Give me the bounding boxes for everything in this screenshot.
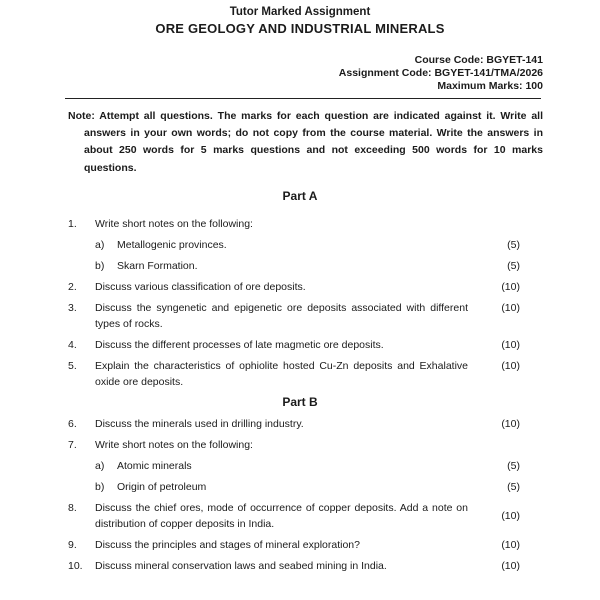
question-number: 1. [68, 217, 77, 230]
question-row [68, 300, 520, 332]
subquestion-letter: b) [95, 259, 105, 272]
question-marks: (10) [501, 359, 520, 372]
questions-area [68, 189, 520, 574]
question-row [68, 279, 520, 295]
header-divider [65, 98, 541, 99]
question-text: Discuss the different processes of late magmetic ore deposits. [95, 338, 384, 351]
instructions-note [68, 108, 543, 177]
subquestion-row [68, 479, 520, 495]
question-row [68, 558, 520, 574]
subquestion-letter: a) [95, 459, 105, 472]
question-row [68, 416, 520, 432]
note-label: Note: [68, 110, 95, 122]
question-marks: (10) [501, 559, 520, 572]
question-text: Discuss various classification of ore deposits. [95, 280, 306, 293]
question-number: 7. [68, 438, 77, 451]
assignment-code-line: Assignment Code: BGYET-141/TMA/2026 [338, 67, 543, 79]
question-text: Discuss the chief ores, mode of occurrence of copper deposits. Add a note on distribution of copper deposits in India. [95, 501, 468, 530]
question-marks: (10) [501, 301, 520, 314]
subquestion-row [68, 237, 520, 253]
subquestion-row [68, 258, 520, 274]
question-text: Discuss the principles and stages of mineral exploration? [95, 538, 360, 551]
question-marks: (10) [501, 280, 520, 293]
question-number: 6. [68, 417, 77, 430]
question-number: 9. [68, 538, 77, 551]
question-marks: (10) [501, 538, 520, 551]
note-text: Attempt all questions. The marks for each question are indicated against it. Write all answers in your own words; do not copy from the course material. Write the answers in about 250 words for 5 marks questions and not exceeding 500 words for 10 marks questions. [84, 110, 544, 174]
subquestion-marks: (5) [507, 259, 520, 272]
question-number: 4. [68, 338, 77, 351]
subquestion-marks: (5) [507, 238, 520, 251]
question-text: Explain the characteristics of ophiolite hosted Cu-Zn deposits and Exhalative oxide ore deposits. [95, 359, 468, 388]
question-number: 2. [68, 280, 77, 293]
question-marks: (10) [501, 509, 520, 522]
course-meta-block [0, 54, 543, 93]
subquestion-letter: a) [95, 238, 105, 251]
subquestion-marks: (5) [507, 459, 520, 472]
question-number: 3. [68, 301, 77, 314]
subquestion-text: Atomic minerals [117, 459, 192, 472]
maximum-marks-line: Maximum Marks: 100 [437, 80, 543, 92]
question-row [68, 216, 520, 232]
question-row [68, 537, 520, 553]
question-row [68, 437, 520, 453]
question-text: Discuss the minerals used in drilling industry. [95, 417, 304, 430]
question-number: 8. [68, 501, 77, 514]
question-row [68, 500, 520, 532]
question-text: Discuss the syngenetic and epigenetic ore deposits associated with different types of rocks. [95, 301, 468, 330]
question-row [68, 358, 520, 390]
question-row [68, 337, 520, 353]
subquestion-marks: (5) [507, 480, 520, 493]
assignment-type-heading: Tutor Marked Assignment [229, 6, 371, 18]
course-code-line: Course Code: BGYET-141 [414, 54, 543, 66]
question-text: Write short notes on the following: [95, 438, 253, 451]
subquestion-text: Metallogenic provinces. [117, 238, 227, 251]
question-text: Discuss mineral conservation laws and seabed mining in India. [95, 559, 387, 572]
course-title-heading: ORE GEOLOGY AND INDUSTRIAL MINERALS [155, 21, 445, 36]
question-marks: (10) [501, 338, 520, 351]
part-title: Part A [282, 188, 318, 203]
subquestion-letter: b) [95, 480, 105, 493]
question-number: 10. [68, 559, 83, 572]
question-number: 5. [68, 359, 77, 372]
part-title: Part B [282, 394, 318, 409]
subquestion-text: Origin of petroleum [117, 480, 207, 493]
subquestion-row [68, 458, 520, 474]
question-text: Write short notes on the following: [95, 217, 253, 230]
question-marks: (10) [501, 417, 520, 430]
subquestion-text: Skarn Formation. [117, 259, 198, 272]
